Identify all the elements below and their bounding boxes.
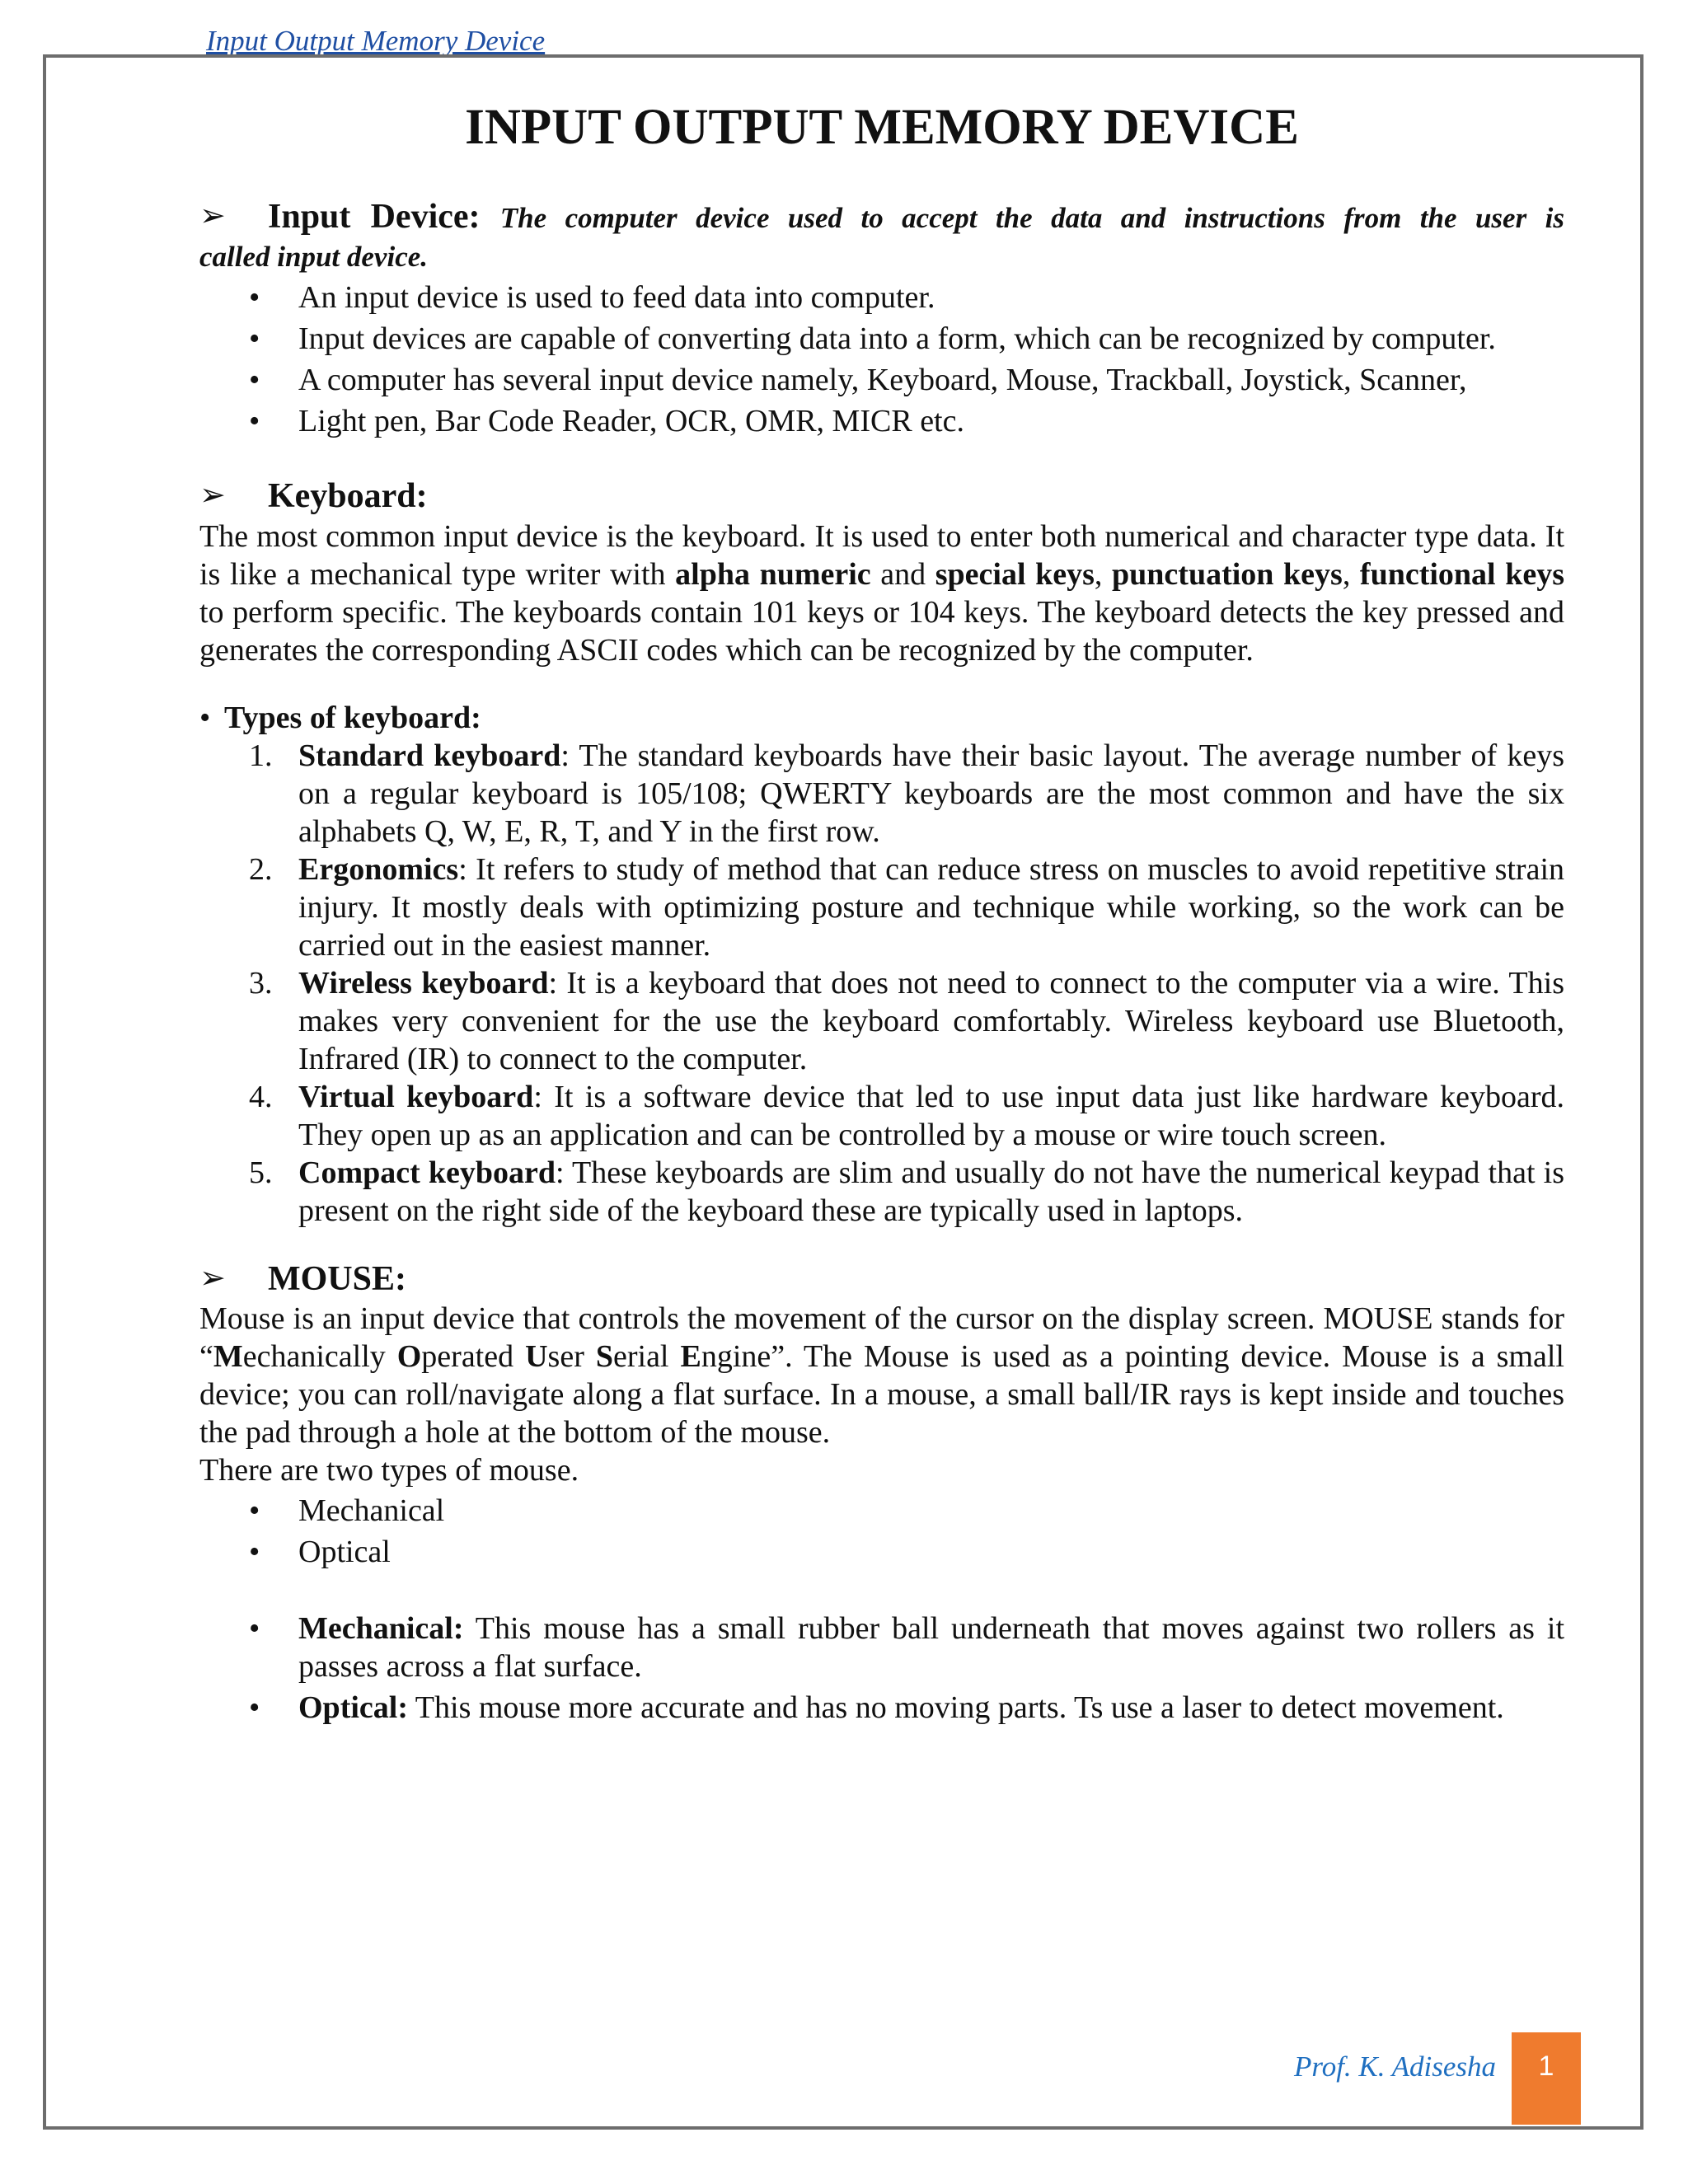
item-text: : It is a software device that led to use input data just like hardware keyboard. They open up as an application and can be controlled by a mouse or wire touch screen. xyxy=(298,1079,1564,1152)
input-device-section xyxy=(199,197,1564,440)
mouse-paragraph xyxy=(199,1300,1564,1451)
page-title: INPUT OUTPUT MEMORY DEVICE xyxy=(465,100,1299,155)
keyboard-heading xyxy=(199,476,1564,518)
list-item-text: Input devices are capable of converting data into a form, which can be recognized by computer. xyxy=(298,321,1496,357)
list-item xyxy=(199,279,1564,316)
list-item xyxy=(199,1689,1564,1727)
running-header: Input Output Memory Device xyxy=(206,25,546,57)
text-run: The most common input device is the keyboard. It is used to enter both numerical and character type data. It is like a mechanical type writer with xyxy=(199,518,1564,592)
item-term: Compact keyboard xyxy=(298,1155,556,1190)
arrow-bullet-icon: ➢ xyxy=(199,476,226,513)
list-item xyxy=(199,1154,1564,1230)
mouse-section xyxy=(199,1259,1564,1727)
bold-letter: S xyxy=(595,1339,613,1375)
text-run: ser xyxy=(547,1339,596,1375)
input-device-bullets xyxy=(199,279,1564,440)
item-number: 5. xyxy=(249,1155,273,1190)
bullet-icon: • xyxy=(249,1611,260,1647)
item-term: Optical: xyxy=(298,1690,408,1726)
text-run: to perform specific. The keyboards contain 101 keys or 104 keys. The keyboard detects the key pressed and generates the corresponding ASCII codes which can be recognized by the computer. xyxy=(199,594,1564,668)
bold-term: alpha numeric xyxy=(675,556,871,592)
list-item xyxy=(199,737,1564,851)
page-number: 1 xyxy=(1538,2050,1554,2082)
bullet-icon: • xyxy=(249,280,260,316)
list-item xyxy=(199,402,1564,440)
bold-letter: M xyxy=(213,1339,243,1375)
item-number: 4. xyxy=(249,1079,273,1114)
bullet-icon: • xyxy=(249,321,260,357)
item-text: : It refers to study of method that can reduce stress on muscles to avoid repetitive strain injury. It mostly deals with optimizing posture and technique while working, so the work can be carried out in the easiest manner. xyxy=(298,851,1564,963)
input-device-definition: The computer device used to accept the data and instructions from the user is xyxy=(499,202,1565,235)
bold-letter: E xyxy=(680,1339,701,1375)
mouse-types-list xyxy=(199,1492,1564,1571)
mouse-details-list xyxy=(199,1610,1564,1727)
item-text: : It is a keyboard that does not need to connect to the computer via a wire. This makes very convenient for the use the keyboard comfortably. Wireless keyboard use Bluetooth, Infrared (IR) to connect to the computer. xyxy=(298,965,1564,1076)
list-item-text: A computer has several input device namely, Keyboard, Mouse, Trackball, Joystick, Scanner, xyxy=(298,363,1467,398)
text-run: Mouse is an input device that controls the movement of the cursor on the display screen. MOUSE stands for “ xyxy=(199,1301,1564,1375)
bullet-icon: • xyxy=(249,404,260,439)
text-run: erial xyxy=(612,1339,681,1375)
list-item xyxy=(199,361,1564,399)
item-term: Virtual keyboard xyxy=(298,1079,534,1114)
item-text: This mouse more accurate and has no moving parts. Ts use a laser to detect movement. xyxy=(407,1690,1504,1726)
item-term: Ergonomics xyxy=(298,851,459,887)
text-run: ngine”. The Mouse is used as a pointing device. Mouse is a small device; you can roll/navigate along a flat surface. In a mouse, a small ball/IR rays is kept inside and touches the pad through a hole at the bottom of the mouse. xyxy=(199,1339,1564,1451)
keyboard-paragraph xyxy=(199,518,1564,669)
item-number: 1. xyxy=(249,738,273,773)
mouse-title: MOUSE: xyxy=(268,1259,406,1298)
keyboard-section xyxy=(199,476,1564,1230)
item-text: : The standard keyboards have their basic layout. The average number of keys on a regular keyboard is 105/108; QWERTY keyboards are the most common and have the six alphabets Q, W, E, R, T, and Y in the first row. xyxy=(298,738,1564,849)
list-item-text: Optical xyxy=(298,1535,391,1570)
keyboard-types-heading xyxy=(199,699,1564,737)
arrow-bullet-icon: ➢ xyxy=(199,1258,226,1296)
page-number-badge xyxy=(1512,2032,1581,2125)
list-item xyxy=(199,851,1564,964)
bold-term: special keys xyxy=(935,556,1095,592)
list-item-text: Light pen, Bar Code Reader, OCR, OMR, MICR etc. xyxy=(298,404,964,439)
bullet-icon: • xyxy=(199,700,211,735)
bullet-icon: • xyxy=(249,363,260,398)
text-run: perated xyxy=(421,1339,526,1375)
item-number: 2. xyxy=(249,851,273,887)
keyboard-types-list xyxy=(199,737,1564,1230)
keyboard-title: Keyboard: xyxy=(268,477,428,516)
list-item xyxy=(199,1078,1564,1154)
bullet-icon: • xyxy=(249,1690,260,1726)
item-term: Standard keyboard xyxy=(298,738,561,773)
text-run: , xyxy=(1342,556,1360,592)
mouse-heading xyxy=(199,1259,1564,1301)
text-run: echanically xyxy=(242,1339,397,1375)
page-content xyxy=(199,97,1564,1730)
list-item xyxy=(199,320,1564,358)
list-item xyxy=(199,1610,1564,1685)
list-item xyxy=(199,1492,1564,1530)
item-number: 3. xyxy=(249,965,273,1001)
input-device-heading xyxy=(199,197,1564,238)
bullet-icon: • xyxy=(249,1535,260,1570)
mouse-types-intro: There are two types of mouse. xyxy=(199,1453,579,1488)
item-text: : These keyboards are slim and usually do not have the numerical keypad that is present on the right side of the keyboard these are typically used in laptops. xyxy=(298,1155,1564,1228)
list-item xyxy=(199,964,1564,1078)
bold-term: functional keys xyxy=(1359,556,1565,592)
keyboard-types-title: Types of keyboard: xyxy=(224,700,481,735)
input-device-definition-cont: called input device. xyxy=(199,240,429,273)
footer-author: Prof. K. Adisesha xyxy=(1294,2050,1497,2083)
bold-letter: O xyxy=(396,1339,422,1375)
bold-letter: U xyxy=(525,1339,548,1375)
list-item xyxy=(199,1533,1564,1571)
item-term: Wireless keyboard xyxy=(298,965,549,1001)
input-device-title: Input Device: xyxy=(268,198,481,237)
list-item-text: Mechanical xyxy=(298,1493,445,1529)
list-item-text: An input device is used to feed data into computer. xyxy=(298,280,935,316)
text-run: and xyxy=(870,556,935,592)
bold-term: punctuation keys xyxy=(1112,556,1343,592)
item-term: Mechanical: xyxy=(298,1611,464,1647)
arrow-bullet-icon: ➢ xyxy=(199,197,226,234)
bullet-icon: • xyxy=(249,1493,260,1529)
item-text: This mouse has a small rubber ball underneath that moves against two rollers as it passes across a flat surface. xyxy=(298,1611,1564,1685)
text-run: , xyxy=(1094,556,1113,592)
